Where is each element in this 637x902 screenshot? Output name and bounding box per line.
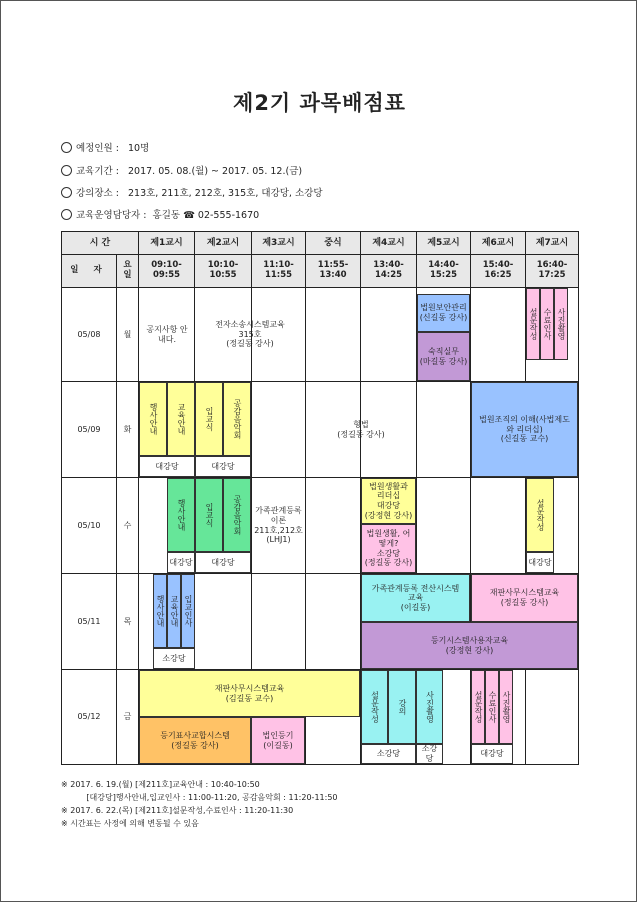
period-time: 11:10- 11:55 [252, 255, 305, 287]
mon-edocs-class: 전자소송시스템교육 315호 (정길동 강사) [215, 320, 285, 349]
period-header: 제1교시 [139, 232, 194, 254]
period-time: 10:10- 10:55 [195, 255, 251, 287]
thu-event-guide: 행사안내 [153, 574, 167, 648]
thu-court-system: 재판사무시스템교육 (정길동 강사) [471, 574, 578, 622]
period-header: 제5교시 [417, 232, 470, 254]
page-title: 제2기 과목배점표 [233, 91, 406, 115]
fri-photo-2: 사진촬영 [499, 670, 513, 744]
period-header: 제3교시 [252, 232, 305, 254]
fri-room: 소강당 [416, 744, 443, 764]
wed-room: 대강당 [195, 552, 251, 573]
tue-room: 대강당 [139, 456, 195, 477]
date-cell: 05/08 [77, 329, 101, 339]
date-cell: 05/09 [77, 424, 101, 434]
period-time: 09:10- 09:55 [139, 255, 194, 287]
wed-room: 대강당 [526, 552, 554, 573]
thu-edu-guide: 교육안내 [167, 574, 181, 648]
dow-cell: 목 [123, 616, 132, 626]
period-time: 11:55- 13:40 [306, 255, 360, 287]
footnote: ※ 2017. 6. 19.(월) [제211호]교육안내 : 10:40-10:50 [61, 780, 260, 789]
mon-closing: 수료인사 [540, 288, 554, 360]
mon-duty-class: 숙직실무 (마길동 강사) [417, 332, 470, 381]
dow-cell: 수 [123, 520, 132, 530]
wed-family-reg: 가족관계등록 이론 211호,212호 (LHJ1) [254, 506, 303, 545]
tue-court-org: 법원조직의 이해(사법제도 와 리더십) (신길동 교수) [471, 382, 578, 477]
circle-bullet-icon [61, 209, 72, 220]
fri-survey: 설문작성 [361, 670, 388, 744]
dow-cell: 금 [123, 712, 132, 722]
footnote: [대강당]행사안내,입교인사 : 11:00-11:20, 공감음악회 : 11:20-11:50 [61, 793, 338, 802]
fri-photo: 사진촬영 [416, 670, 443, 744]
thu-registry-system: 등기시스템사용자교육 (강정현 강사) [361, 622, 578, 669]
mon-photo: 사진촬영 [554, 288, 568, 360]
info-location: 강의장소 : 213호, 211호, 212호, 315호, 대강당, 소강당 [61, 185, 323, 199]
date-col-header: 일 자 [62, 255, 116, 287]
period-header: 제6교시 [471, 232, 525, 254]
fri-lecture: 강의 [388, 670, 416, 744]
info-headcount: 예정인원 : 10명 [61, 140, 149, 154]
footnote: ※ 시간표는 사정에 의해 변동될 수 있음 [61, 819, 199, 828]
fri-corporate-reg: 법인등기 (이길동) [251, 717, 305, 764]
fri-closing: 수료인사 [485, 670, 499, 744]
timetable [61, 231, 579, 765]
date-cell: 05/10 [77, 520, 101, 530]
tue-edu-guide: 교육안내 [167, 382, 195, 456]
info-period: 교육기간 : 2017. 05. 08.(월) ~ 2017. 05. 12.(금) [61, 163, 302, 177]
wed-life-how: 법원생활, 어 떻게? 소강당 (정길동 강사) [361, 524, 416, 573]
fri-room: 대강당 [471, 744, 513, 764]
wed-concert: 공감음악회 [223, 478, 251, 552]
grid-line [62, 477, 578, 478]
tue-concert: 공감음악회 [223, 382, 251, 456]
wed-room: 대강당 [167, 552, 195, 573]
tue-room: 대강당 [195, 456, 251, 477]
dow-cell: 화 [123, 424, 132, 434]
mon-survey: 설문작성 [526, 288, 540, 360]
period-time: 15:40- 16:25 [471, 255, 525, 287]
fri-court-system: 재판사무시스템교육 (김길동 교수) [139, 670, 360, 717]
date-cell: 05/12 [77, 712, 101, 722]
grid-line [62, 254, 578, 255]
period-header: 중식 [306, 232, 360, 254]
dow-cell: 월 [123, 329, 132, 339]
time-header: 시 간 [62, 232, 138, 254]
circle-bullet-icon [61, 165, 72, 176]
footnote: ※ 2017. 6. 22.(목) [제211호]설문작성,수료인사 : 11:20-11:30 [61, 806, 294, 815]
circle-bullet-icon [61, 187, 72, 198]
fri-room: 소강당 [361, 744, 416, 764]
date-cell: 05/11 [77, 616, 101, 626]
period-time: 16:40- 17:25 [526, 255, 578, 287]
period-time: 14:40- 15:25 [417, 255, 470, 287]
thu-family-reg-system: 가족관계등록 전산시스템 교육 (이길동) [361, 574, 470, 622]
thu-room: 소강당 [153, 648, 195, 669]
tue-entrance: 입교식 [195, 382, 223, 456]
fri-registry-crosscheck: 등기표사교합시스템 (정길동 강사) [139, 717, 251, 764]
mon-notice: 공지사항 안 내다. [146, 324, 188, 344]
mon-security-class: 법원보안관리 (신길동 강사) [417, 294, 470, 332]
period-header: 제4교시 [361, 232, 416, 254]
wed-entrance: 입교식 [195, 478, 223, 552]
circle-bullet-icon [61, 142, 72, 153]
thu-entrance-greet: 입교인사 [181, 574, 195, 648]
period-time: 13:40- 14:25 [361, 255, 416, 287]
wed-event-guide: 행사안내 [167, 478, 195, 552]
tue-criminal-law: 형법 (정길동 강사) [337, 419, 385, 439]
wed-survey: 설문작성 [526, 478, 554, 552]
wed-life-leadership: 법원생활과 리더십 대강당 (강정현 강사) [361, 478, 416, 524]
info-manager: 교육운영담당자 : 홍길동 ☎ 02-555-1670 [61, 207, 259, 221]
period-header: 제7교시 [526, 232, 578, 254]
dow-col-header: 요 일 [117, 255, 138, 287]
fri-survey-2: 설문작성 [471, 670, 485, 744]
tue-event-guide: 행사안내 [139, 382, 167, 456]
period-header: 제2교시 [195, 232, 251, 254]
